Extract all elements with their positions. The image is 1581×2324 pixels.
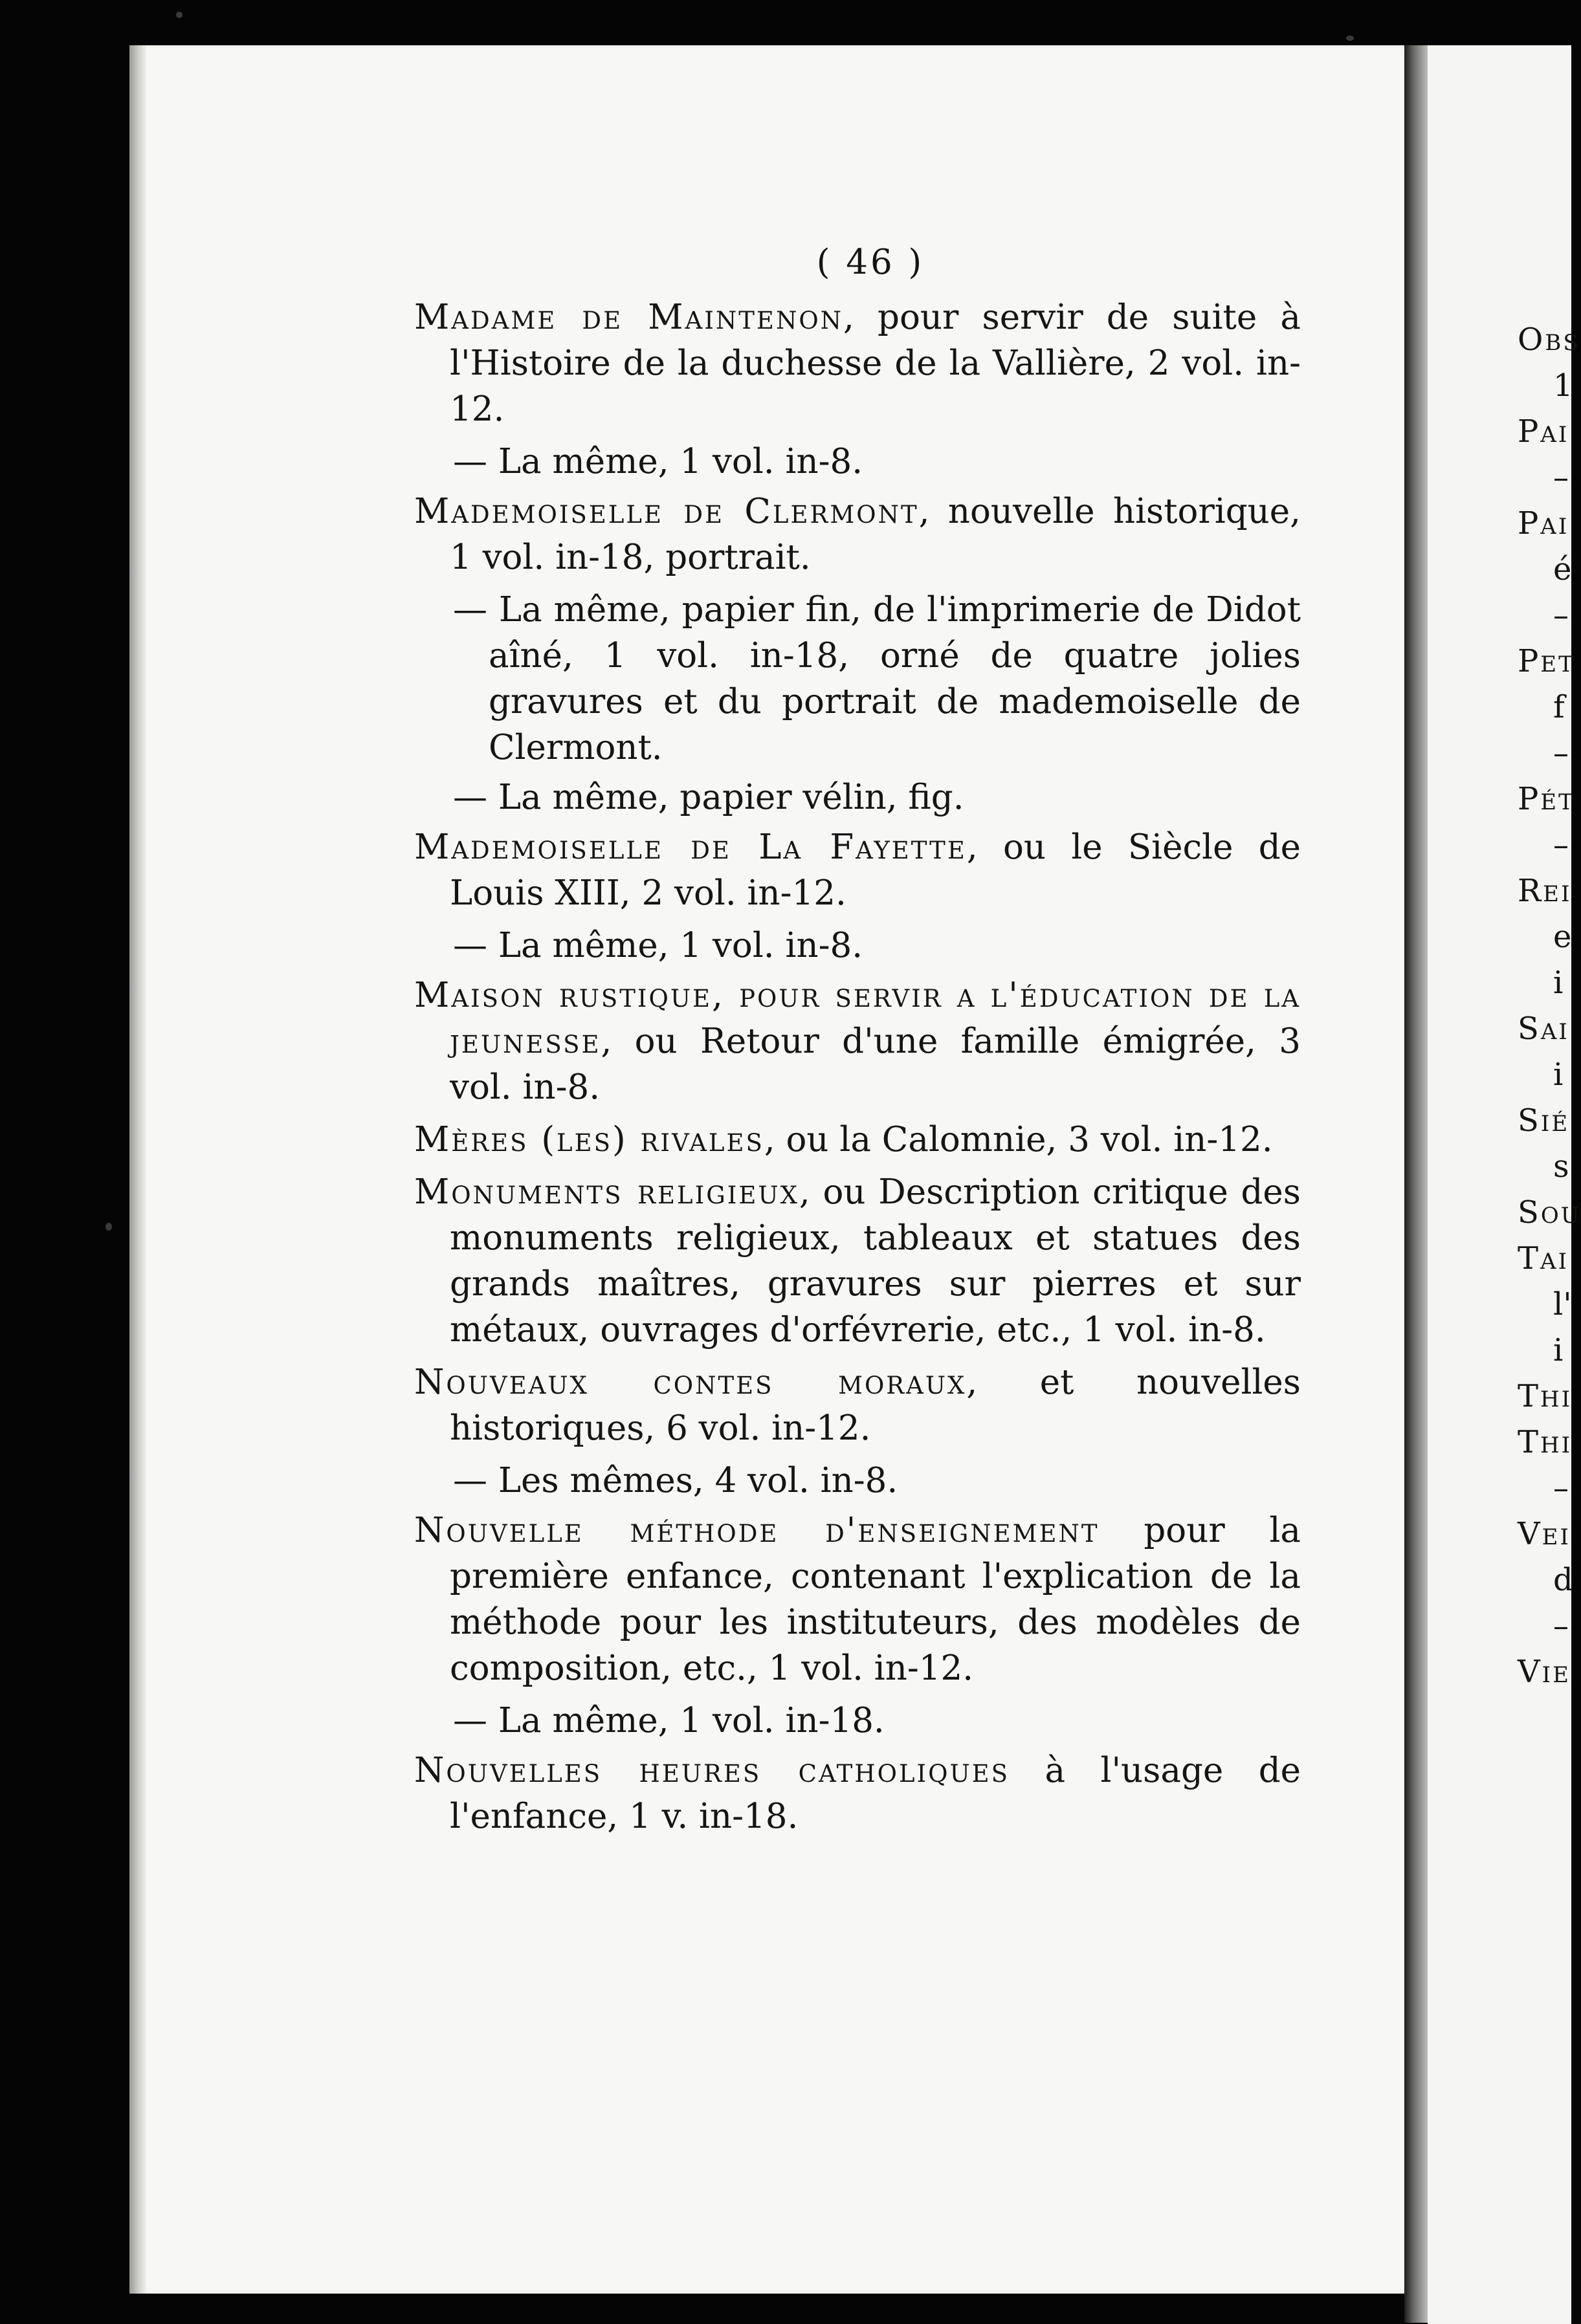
- page-edge: [129, 45, 146, 2294]
- book-gutter: [1404, 45, 1428, 2323]
- catalogue-entry: [414, 1169, 1301, 1353]
- entry-title: Madame de Maintenon: [414, 298, 844, 337]
- entry-variant: — La même, 1 vol. in-8.: [453, 442, 863, 481]
- entry-description: , nouvelle historique, 1 vol. in-18, portrait.: [450, 492, 1301, 577]
- entry-description: , pour servir de suite à l'Histoire de la duchesse de la Vallière, 2 vol. in-12.: [450, 298, 1301, 429]
- fragment-line: –: [1553, 597, 1569, 633]
- fragment-line: é: [1553, 551, 1572, 587]
- page-number: ( 46 ): [816, 243, 925, 282]
- entry-variant: — La même, papier fin, de l'imprimerie de Didot aîné, 1 vol. in-18, orné de quatre jolies gravures et du portrait de mademoiselle de Clermont.: [453, 590, 1301, 767]
- entry-description: , ou la Calomnie, 3 vol. in-12.: [764, 1120, 1273, 1159]
- fragment-line: e: [1553, 919, 1572, 955]
- catalogue-entry: [414, 824, 1301, 916]
- fragment-line: –: [1553, 1608, 1569, 1644]
- entry-title: Monuments religieux: [414, 1172, 799, 1212]
- entry-description: pour la première enfance, contenant l'explication de la méthode pour les instituteurs, des modèles de composition, etc., 1 vol. in-12.: [450, 1511, 1301, 1688]
- fragment-line: –: [1553, 735, 1569, 771]
- fragment-line: Sai: [1518, 1011, 1569, 1047]
- fragment-line: f: [1553, 689, 1565, 725]
- fragment-line: –: [1553, 459, 1569, 496]
- entry-description: à l'usage de l'enfance, 1 v. in-18.: [450, 1751, 1301, 1836]
- entry-description: , ou Description critique des monuments religieux, tableaux et statues des grands maîtres, gravures sur pierres et sur métaux, ouvrages d'orfévrerie, etc., 1 vol. in-8.: [450, 1172, 1301, 1350]
- fragment-line: i: [1553, 1057, 1564, 1093]
- fragment-line: Obs: [1518, 322, 1580, 358]
- fragment-line: 1: [1553, 367, 1573, 404]
- entry-title: Nouvelle méthode d'enseignement: [414, 1511, 1100, 1550]
- fragment-line: Sié: [1518, 1102, 1570, 1139]
- fragment-line: Pai: [1518, 505, 1569, 542]
- entry-variant: — Les mêmes, 4 vol. in-8.: [453, 1461, 898, 1500]
- fragment-line: –: [1553, 1470, 1569, 1506]
- fragment-line: Pai: [1518, 413, 1569, 450]
- catalogue-entry: [414, 294, 1301, 432]
- fragment-line: Pét: [1518, 781, 1575, 817]
- fragment-line: Tai: [1518, 1240, 1569, 1277]
- fragment-line: Sou: [1518, 1194, 1581, 1231]
- fragment-line: i: [1553, 965, 1564, 1001]
- fragment-line: d: [1553, 1562, 1573, 1598]
- dust-speck: [176, 12, 182, 18]
- catalogue-entry: [414, 1359, 1301, 1451]
- catalogue-entry: [414, 1507, 1301, 1691]
- fragment-line: i: [1553, 1332, 1564, 1368]
- entry-title: Maison rustique, pour servir a l'éducation de la jeunesse: [414, 976, 1301, 1061]
- catalogue-entry: [414, 488, 1301, 580]
- fragment-line: l': [1553, 1286, 1572, 1322]
- fragment-line: s: [1553, 1148, 1569, 1185]
- fragment-line: Pet: [1518, 643, 1575, 679]
- entry-variant: — La même, 1 vol. in-18.: [453, 1701, 885, 1740]
- entry-description: , ou le Siècle de Louis XIII, 2 vol. in-12.: [450, 828, 1301, 913]
- entry-title: Mademoiselle de Clermont: [414, 492, 919, 531]
- catalogue-entry: [414, 1117, 1301, 1163]
- catalogue-entry: [414, 972, 1301, 1110]
- fragment-line: Rei: [1518, 873, 1572, 909]
- entry-variant: — La même, 1 vol. in-8.: [453, 926, 863, 965]
- catalogue-text: [414, 239, 1301, 1846]
- entry-title: Nouveaux contes moraux: [414, 1363, 967, 1402]
- entry-description: , ou Retour d'une famille émigrée, 3 vol. in-8.: [450, 1022, 1301, 1107]
- dust-speck: [1346, 36, 1354, 41]
- entry-variant: — La même, papier vélin, fig.: [453, 778, 964, 817]
- fragment-line: Thi: [1518, 1424, 1573, 1460]
- fragment-line: Thi: [1518, 1378, 1573, 1414]
- catalogue-entry: [414, 1748, 1301, 1839]
- fragment-line: Vei: [1518, 1516, 1571, 1552]
- dust-speck: [105, 1223, 112, 1231]
- fragment-line: –: [1553, 827, 1569, 863]
- entry-title: Mères (les) rivales: [414, 1120, 764, 1159]
- right-page-fragments: [1518, 317, 1581, 1695]
- entry-description: , et nouvelles historiques, 6 vol. in-12.: [450, 1363, 1301, 1448]
- entry-title: Nouvelles heures catholiques: [414, 1751, 1010, 1790]
- fragment-line: Vie: [1518, 1654, 1571, 1690]
- entry-title: Mademoiselle de La Fayette: [414, 828, 967, 867]
